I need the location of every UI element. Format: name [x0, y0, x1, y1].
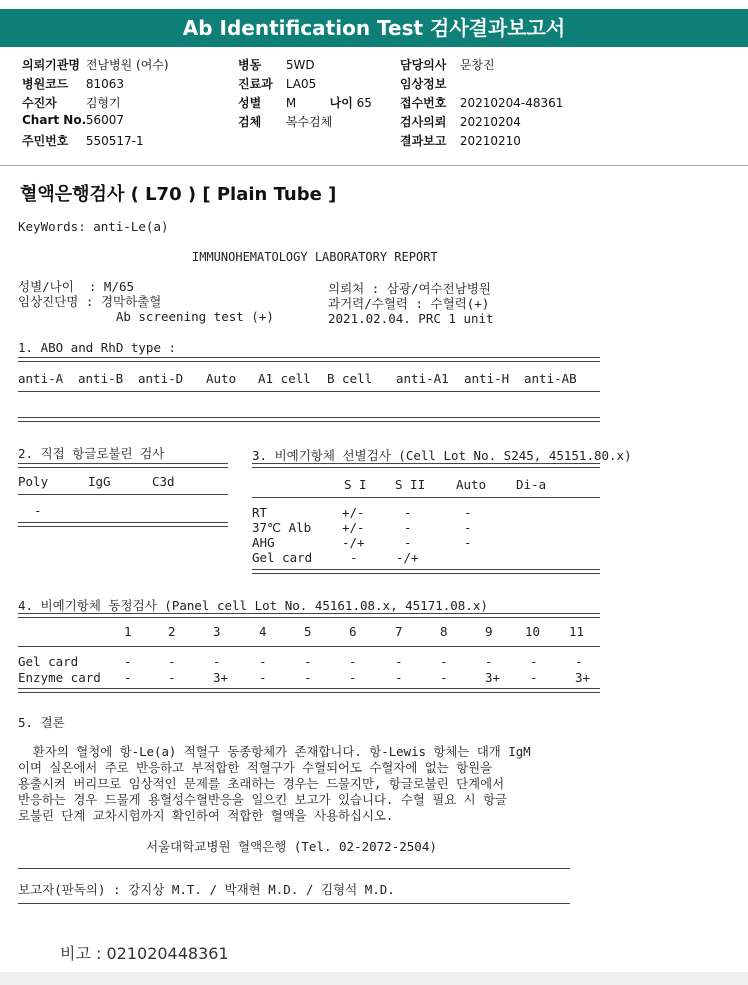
section-title: 혈액은행검사 ( L70 ) [ Plain Tube ] [20, 184, 337, 205]
header-label: 병원코드 [22, 77, 69, 91]
header-col2 [238, 56, 372, 132]
panel-cell: - [259, 670, 267, 685]
panel-column: 6 [349, 624, 357, 639]
row-label: Gel card [252, 550, 313, 565]
panel-cell: - [485, 654, 493, 669]
panel-column: 10 [525, 624, 541, 639]
panel-cell: - [349, 670, 357, 685]
dat-column: IgG [88, 474, 111, 489]
abo-column: Auto [206, 371, 237, 386]
header-value: 복수검체 [285, 115, 333, 129]
screen-cell: - [404, 505, 412, 520]
double-rule [18, 417, 600, 422]
panel-cell: - [124, 670, 132, 685]
header-label: 담당의사 [400, 58, 447, 72]
header-label: 수진자 [22, 96, 57, 110]
reporter: 보고자(판독의) : 강지상 M.T. / 박재현 M.D. / 김형석 M.D. [18, 882, 395, 897]
panel-column: 7 [395, 624, 403, 639]
abo-column: B cell [327, 371, 373, 386]
patient-info-right [328, 281, 494, 326]
abo-column: anti-AB [524, 371, 577, 386]
header-value: M [285, 96, 297, 110]
row-label: Gel card [18, 654, 79, 669]
header-label: 주민번호 [22, 134, 69, 148]
abo-column: A1 cell [258, 371, 311, 386]
header-label: 병동 [238, 58, 262, 72]
screen-cell: -/+ [342, 535, 365, 550]
screen-cell: - [464, 505, 472, 520]
single-rule [18, 391, 600, 392]
screen-cell: - [350, 550, 358, 565]
panel-column: 1 [124, 624, 132, 639]
header-label: 임상정보 [400, 77, 447, 91]
dat-value: - [34, 503, 42, 518]
panel-cell: - [213, 654, 221, 669]
header-value: 김형기 [85, 96, 121, 110]
screen-cell: - [404, 520, 412, 535]
conclusion-text [18, 744, 531, 824]
double-rule [252, 463, 600, 468]
screen-cell: -/+ [396, 550, 419, 565]
panel-column: 8 [440, 624, 448, 639]
header-label: 접수번호 [400, 96, 447, 110]
header-col3 [400, 56, 563, 151]
single-rule [18, 646, 600, 647]
panel-cell: 3+ [213, 670, 229, 685]
conclusion-line: 반응하는 경우 드물게 용혈성수혈반응을 일으킨 보고가 있습니다. 수혈 필요 시 항글 [18, 792, 508, 807]
abo-column: anti-A1 [396, 371, 449, 386]
patient-line: 임상진단명 : 경막하출혈 [18, 294, 162, 309]
conclusion-line: 환자의 혈청에 항-Le(a) 적혈구 동종항체가 존재합니다. 항-Lewis 항체는 대개 IgM [18, 744, 531, 759]
patient-line: 성별/나이 : M/65 [18, 279, 135, 294]
header-label: 진료과 [238, 77, 273, 91]
double-rule [18, 688, 600, 693]
abo-column: anti-D [138, 371, 184, 386]
patient-line: Ab screening test (+) [18, 309, 274, 324]
screen-cell: - [404, 535, 412, 550]
header-value: 20210204 [459, 115, 521, 129]
panel-cell: - [168, 654, 176, 669]
dat-heading: 2. 직접 항글로불린 검사 [18, 446, 165, 461]
header-label: 성별 [238, 96, 262, 110]
double-rule [18, 463, 228, 468]
dat-column: C3d [152, 474, 175, 489]
screen-cell: +/- [342, 505, 365, 520]
screen-column: S I [344, 477, 367, 492]
panel-cell: - [395, 670, 403, 685]
header-col1 [22, 56, 169, 151]
panel-column: 2 [168, 624, 176, 639]
dat-column: Poly [18, 474, 49, 489]
panel-cell: - [575, 654, 583, 669]
row-label: RT [252, 505, 268, 520]
screen-cell: - [464, 520, 472, 535]
header-value: 81063 [85, 77, 125, 91]
header-divider [0, 165, 748, 166]
single-rule [18, 494, 228, 495]
header-label: 검사의뢰 [400, 115, 447, 129]
panel-cell: - [530, 654, 538, 669]
single-rule [18, 868, 570, 869]
header-value: 20210204-48361 [459, 96, 564, 110]
bloodbank-contact: 서울대학교병원 혈액은행 (Tel. 02-2072-2504) [146, 839, 437, 854]
conclusion-line: 용출시켜 버리므로 임상적인 문제를 초래하는 경우는 드물지만, 항글로불린 단계에서 [18, 776, 505, 791]
keywords: KeyWords: anti-Le(a) [18, 219, 169, 234]
panel-cell: - [530, 670, 538, 685]
panel-heading: 4. 비예기항체 동정검사 (Panel cell Lot No. 45161.08.x, 45171.08.x) [18, 598, 488, 613]
patient-line: 2021.02.04. PRC 1 unit [328, 311, 494, 326]
double-rule [252, 569, 600, 574]
header-value: 20210210 [459, 134, 521, 148]
panel-cell: - [304, 654, 312, 669]
row-label: AHG [252, 535, 275, 550]
panel-cell: - [124, 654, 132, 669]
single-rule [18, 903, 570, 904]
screen-cell: +/- [342, 520, 365, 535]
panel-cell: 3+ [575, 670, 591, 685]
panel-column: 3 [213, 624, 221, 639]
conclusion-line: 로불린 단계 교차시험까지 확인하여 적합한 혈액을 사용하십시오. [18, 808, 394, 823]
header-label: Chart No. [22, 113, 87, 127]
report-heading: IMMUNOHEMATOLOGY LABORATORY REPORT [192, 250, 438, 264]
panel-cell: - [440, 654, 448, 669]
report-title-bar [0, 9, 748, 47]
abo-column: anti-H [464, 371, 510, 386]
header-value: 문창진 [459, 58, 495, 72]
patient-line: 의뢰처 : 삼광/여수전남병원 [328, 281, 491, 296]
header-value: 56007 [85, 113, 125, 127]
header-label: 검체 [238, 115, 262, 129]
report-title: Ab Identification Test 검사결과보고서 [182, 16, 566, 40]
panel-column: 9 [485, 624, 493, 639]
header-value: 65 [356, 96, 372, 110]
row-label: Enzyme card [18, 670, 101, 685]
panel-cell: - [304, 670, 312, 685]
screen-heading: 3. 비예기항체 선별검사 (Cell Lot No. S245, 45151.80.x) [252, 448, 632, 463]
conclusion-heading: 5. 결론 [18, 715, 65, 730]
screen-cell: - [464, 535, 472, 550]
panel-column: 11 [569, 624, 585, 639]
panel-cell: - [259, 654, 267, 669]
header-value: LA05 [285, 77, 317, 91]
panel-cell: - [349, 654, 357, 669]
screen-column: S II [395, 477, 426, 492]
header-label: 결과보고 [400, 134, 447, 148]
remarks: 비고 : 021020448361 [60, 944, 229, 963]
double-rule [18, 522, 228, 527]
panel-cell: 3+ [485, 670, 501, 685]
panel-column: 5 [304, 624, 312, 639]
bottom-strip [0, 972, 748, 985]
abo-column: anti-B [78, 371, 124, 386]
double-rule [18, 357, 600, 362]
header-label: 나이 [329, 96, 353, 110]
header-value: 550517-1 [85, 134, 144, 148]
single-rule [252, 497, 600, 498]
panel-cell: - [440, 670, 448, 685]
abo-column: anti-A [18, 371, 64, 386]
header-label: 의뢰기관명 [22, 58, 80, 72]
panel-cell: - [395, 654, 403, 669]
header-value: 전남병원 (여수) [85, 58, 169, 72]
screen-column: Auto [456, 477, 487, 492]
abo-heading: 1. ABO and RhD type : [18, 340, 177, 355]
header-value: 5WD [285, 58, 315, 72]
patient-info-left [18, 279, 274, 324]
row-label: 37℃ Alb [252, 520, 312, 535]
panel-cell: - [168, 670, 176, 685]
panel-column: 4 [259, 624, 267, 639]
conclusion-line: 이며 실온에서 주로 반응하고 부적합한 적혈구가 수혈되어도 수혈자에 없는 항원을 [18, 760, 493, 775]
patient-line: 과거력/수혈력 : 수혈력(+) [328, 296, 490, 311]
double-rule [18, 613, 600, 618]
screen-column: Di-a [516, 477, 547, 492]
